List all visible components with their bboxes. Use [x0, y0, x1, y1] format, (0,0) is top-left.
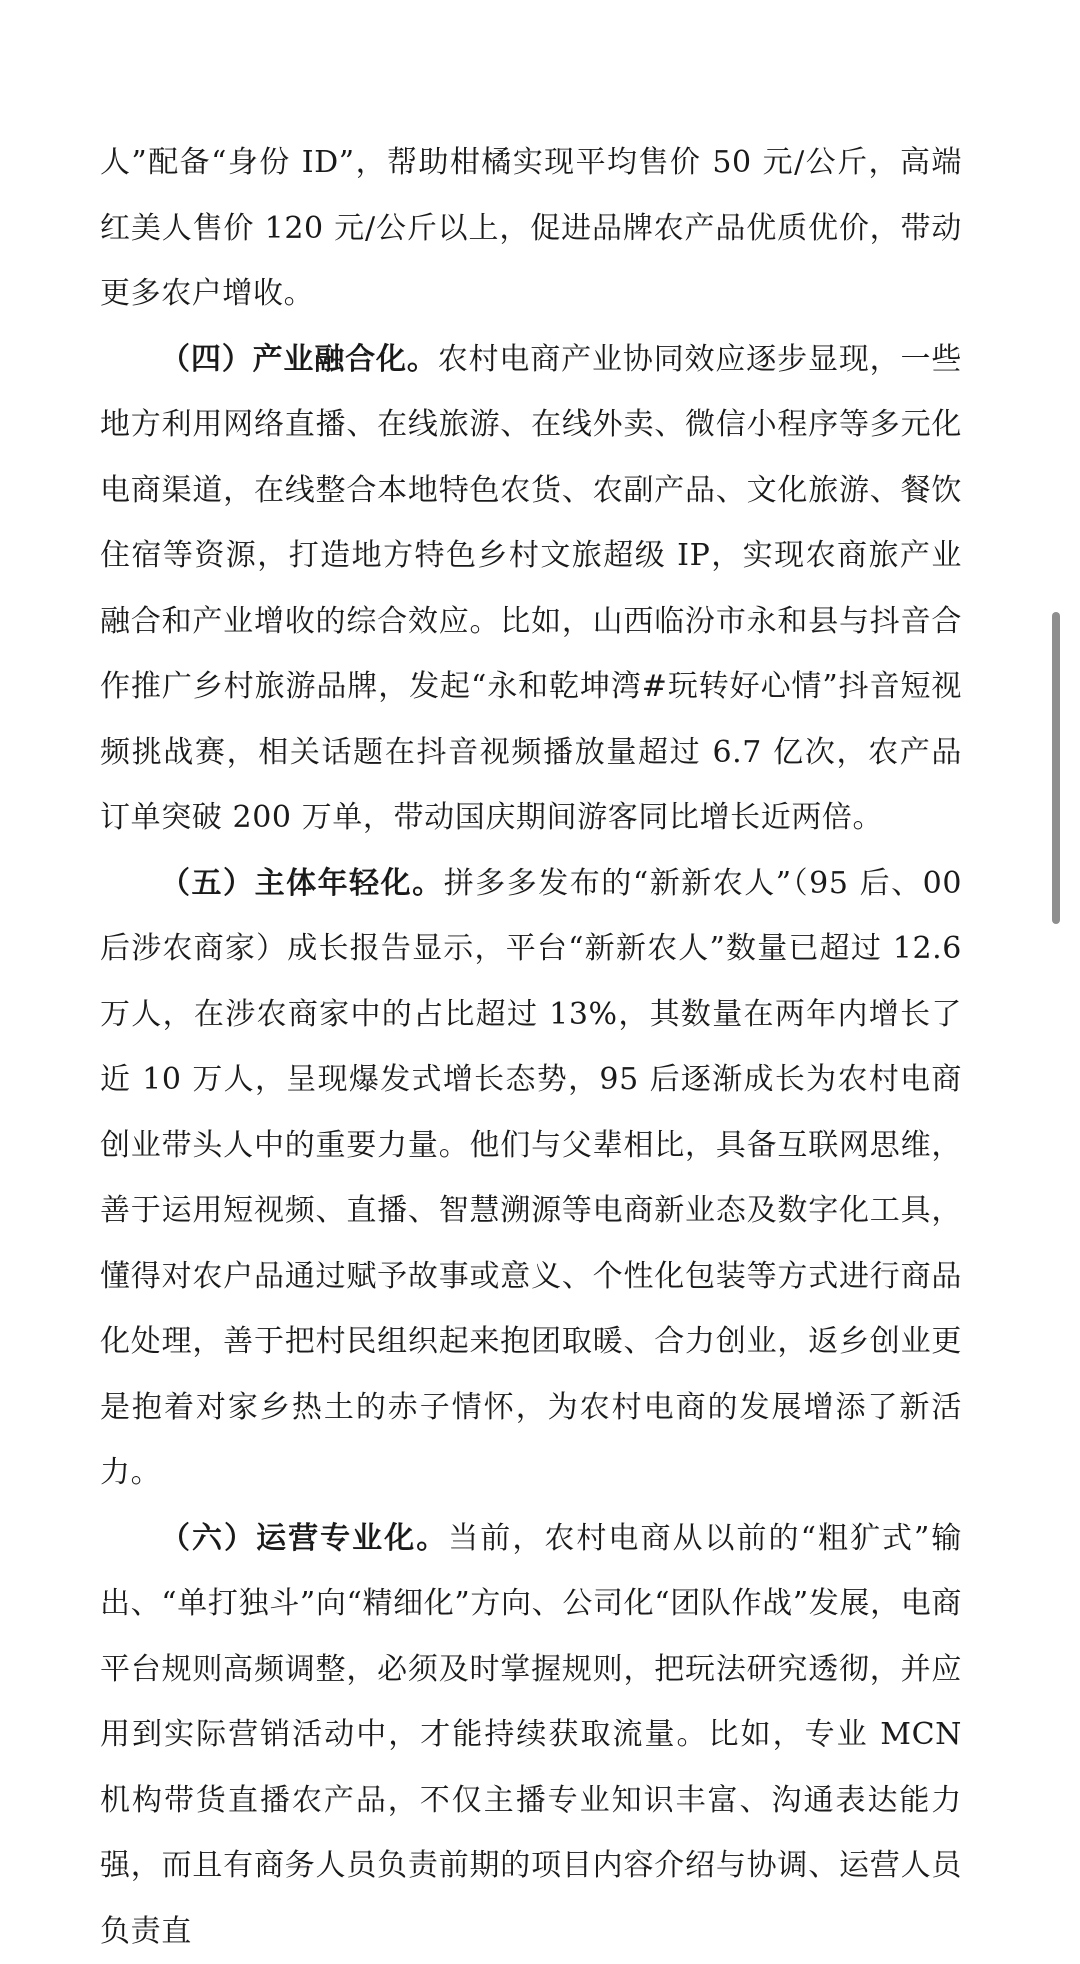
paragraph-younger-entrepreneurs: [100, 851, 962, 1506]
paragraph-text: 当前，农村电商从以前的“粗犷式”输出、“单打独斗”向“精细化”方向、公司化“团队作战”发展，电商平台规则高频调整，必须及时掌握规则，把玩法研究透彻，并应用到实际营销活动中，才能持续获取流量。比如，专业 MCN 机构带货直播农产品，不仅主播专业知识丰富、沟通表达能力强，而且有商务人员负责前期的项目内容介绍与协调、运营人员负责直: [100, 1521, 962, 1949]
paragraph-text: 人”配备“身份 ID”，帮助柑橘实现平均售价 50 元/公斤，高端红美人售价 120 元/公斤以上，促进品牌农产品优质优价，带动更多农户增收。: [100, 145, 962, 311]
paragraph-text: 农村电商产业协同效应逐步显现，一些地方利用网络直播、在线旅游、在线外卖、微信小程序等多元化电商渠道，在线整合本地特色农货、农副产品、文化旅游、餐饮住宿等资源，打造地方特色乡村文旅超级 IP，实现农商旅产业融合和产业增收的综合效应。比如，山西临汾市永和县与抖音合作推广乡村旅游品牌，发起“永和乾坤湾#玩转好心情”抖音短视频挑战赛，相关话题在抖音视频播放量超过 6.7 亿次，农产品订单突破 200 万单，带动国庆期间游客同比增长近两倍。: [100, 342, 962, 836]
section-heading: （四）产业融合化。: [160, 342, 438, 377]
vertical-scrollbar-thumb[interactable]: [1052, 612, 1060, 924]
paragraph-professional-operation: [100, 1506, 962, 1964]
paragraph-text: 拼多多发布的“新新农人”（95 后、00 后涉农商家）成长报告显示，平台“新新农人”数量已超过 12.6 万人，在涉农商家中的占比超过 13%，其数量在两年内增长了近 10 万人，呈现爆发式增长态势，95 后逐渐成长为农村电商创业带头人中的重要力量。他们与父辈相比，具备互联网思维，善于运用短视频、直播、智慧溯源等电商新业态及数字化工具，懂得对农户品通过赋予故事或意义、个性化包装等方式进行商品化处理，善于把村民组织起来抱团取暖、合力创业，返乡创业更是抱着对家乡热土的赤子情怀，为农村电商的发展增添了新活力。: [100, 866, 962, 1491]
article-body: [100, 130, 962, 1964]
paragraph-industry-integration: [100, 327, 962, 851]
section-heading: （五）主体年轻化。: [160, 866, 444, 901]
section-heading: （六）运营专业化。: [160, 1521, 448, 1556]
paragraph-continuation: [100, 130, 962, 327]
